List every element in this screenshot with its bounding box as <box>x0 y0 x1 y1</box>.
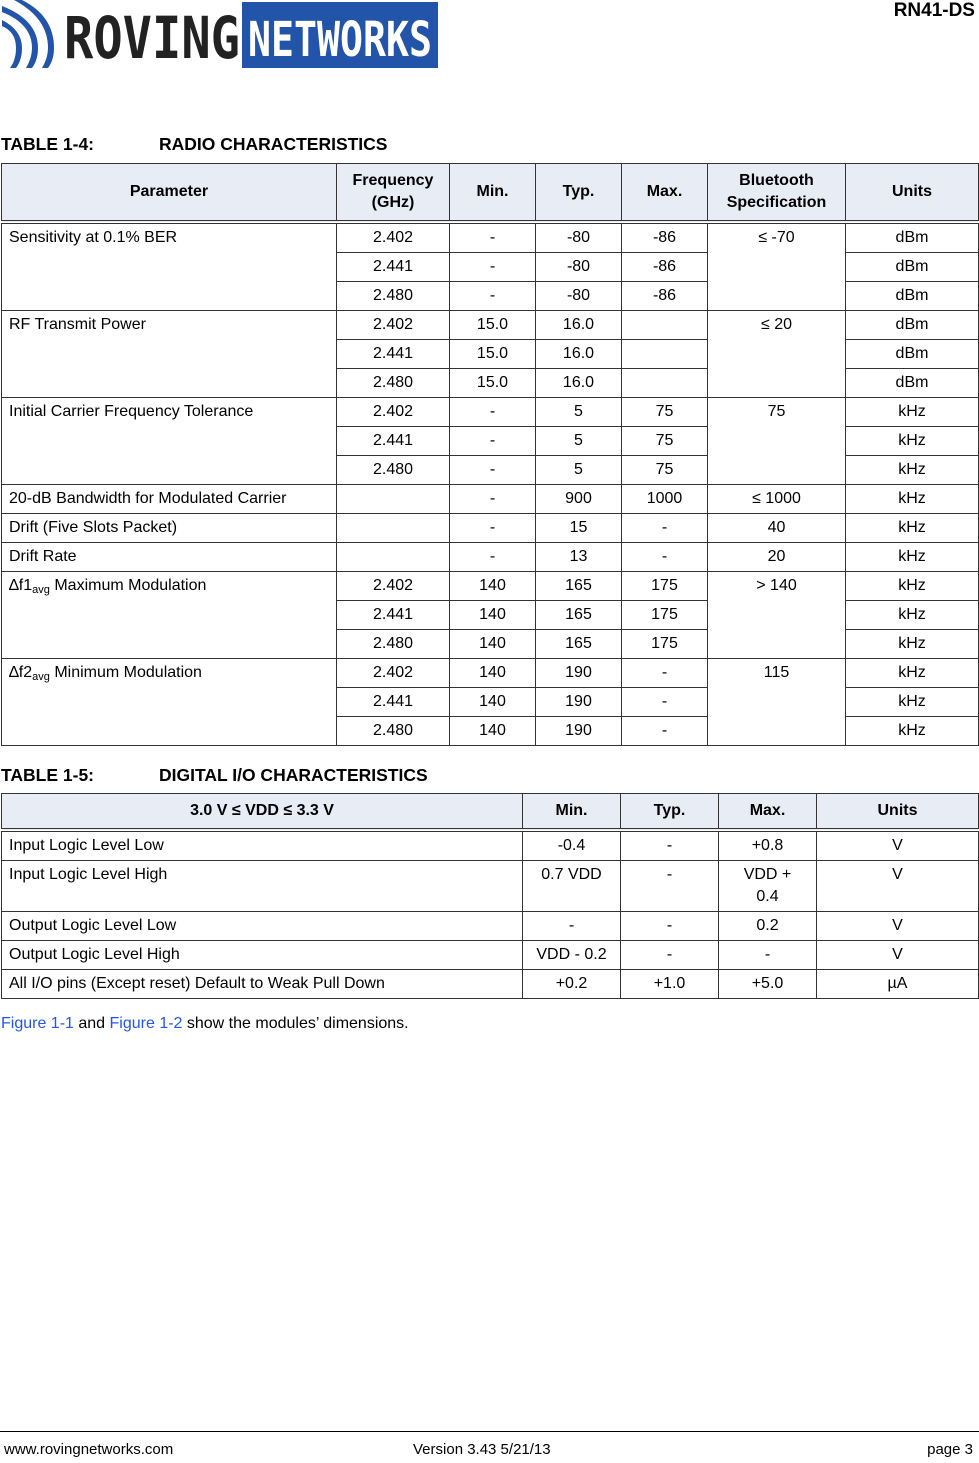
table-row <box>2 513 979 542</box>
units-cell: kHz <box>846 571 979 600</box>
typ-cell: -80 <box>536 222 622 253</box>
max-cell: -86 <box>622 252 708 281</box>
parameter-cell <box>2 658 337 745</box>
parameter-cell: Drift (Five Slots Packet) <box>2 513 337 542</box>
units-cell: dBm <box>846 310 979 339</box>
frequency-cell: 2.402 <box>337 397 450 426</box>
units-cell: kHz <box>846 687 979 716</box>
footer-page-number: page 3 <box>927 1441 973 1458</box>
frequency-cell <box>337 542 450 571</box>
table-row <box>2 571 979 600</box>
bluetooth-spec-cell: ≤ -70 <box>708 222 846 311</box>
parameter-cell: Sensitivity at 0.1% BER <box>2 222 337 311</box>
typ-cell: -80 <box>536 252 622 281</box>
min-cell: +0.2 <box>523 969 621 998</box>
max-cell: 75 <box>622 455 708 484</box>
table-1-5-caption <box>1 765 428 786</box>
frequency-cell: 2.402 <box>337 658 450 687</box>
table-row <box>2 911 979 940</box>
bluetooth-spec-cell: 75 <box>708 397 846 484</box>
max-cell: 175 <box>622 571 708 600</box>
parameter-cell: Output Logic Level High <box>2 940 523 969</box>
units-cell: dBm <box>846 339 979 368</box>
min-cell: 140 <box>450 716 536 745</box>
min-cell: - <box>523 911 621 940</box>
min-cell: VDD - 0.2 <box>523 940 621 969</box>
header-max: Max. <box>622 164 708 222</box>
table-row <box>2 969 979 998</box>
parameter-cell: Output Logic Level Low <box>2 911 523 940</box>
parameter-cell: Input Logic Level High <box>2 860 523 911</box>
table-row <box>2 484 979 513</box>
min-cell: 15.0 <box>450 339 536 368</box>
bluetooth-spec-cell: ≤ 20 <box>708 310 846 397</box>
parameter-cell <box>2 571 337 658</box>
min-cell: - <box>450 252 536 281</box>
typ-cell: - <box>621 940 719 969</box>
units-cell: V <box>817 860 979 911</box>
brand-roving: ROVING <box>64 4 240 72</box>
table-header-row <box>2 794 979 830</box>
typ-cell: 5 <box>536 455 622 484</box>
min-cell: 15.0 <box>450 368 536 397</box>
table-1-5-number: TABLE 1-5: <box>1 765 95 785</box>
typ-cell: 5 <box>536 397 622 426</box>
frequency-cell: 2.480 <box>337 629 450 658</box>
parameter-cell: 20-dB Bandwidth for Modulated Carrier <box>2 484 337 513</box>
typ-cell: 900 <box>536 484 622 513</box>
table-header-row <box>2 164 979 222</box>
footer-divider <box>0 1431 979 1432</box>
header-typ: Typ. <box>621 794 719 830</box>
header-units: Units <box>846 164 979 222</box>
min-cell: 140 <box>450 571 536 600</box>
min-cell: - <box>450 513 536 542</box>
units-cell: kHz <box>846 600 979 629</box>
header-vdd-condition: 3.0 V ≤ VDD ≤ 3.3 V <box>2 794 523 830</box>
min-cell: 140 <box>450 687 536 716</box>
frequency-cell: 2.480 <box>337 455 450 484</box>
figure-1-1-link[interactable]: Figure 1-1 <box>1 1015 74 1032</box>
min-cell: 140 <box>450 629 536 658</box>
parameter-cell: All I/O pins (Except reset) Default to Weak Pull Down <box>2 969 523 998</box>
units-cell: kHz <box>846 629 979 658</box>
units-cell: kHz <box>846 716 979 745</box>
units-cell: kHz <box>846 542 979 571</box>
frequency-cell: 2.441 <box>337 252 450 281</box>
typ-cell: 16.0 <box>536 339 622 368</box>
header-parameter: Parameter <box>2 164 337 222</box>
units-cell: V <box>817 911 979 940</box>
table-row <box>2 310 979 339</box>
typ-cell: 5 <box>536 426 622 455</box>
body-text-rest: show the modules’ dimensions. <box>182 1015 409 1032</box>
table-1-4-number: TABLE 1-4: <box>1 134 95 154</box>
typ-cell: 190 <box>536 716 622 745</box>
radio-characteristics-table <box>1 163 979 746</box>
max-cell: +0.8 <box>719 830 817 861</box>
table-body <box>2 830 979 999</box>
param-subscript: avg <box>32 670 50 683</box>
table-row <box>2 542 979 571</box>
units-cell: µA <box>817 969 979 998</box>
frequency-cell: 2.402 <box>337 310 450 339</box>
max-cell: - <box>622 513 708 542</box>
bluetooth-spec-cell: > 140 <box>708 571 846 658</box>
frequency-cell <box>337 513 450 542</box>
typ-cell: 16.0 <box>536 310 622 339</box>
typ-cell: 13 <box>536 542 622 571</box>
table-1-5-title: DIGITAL I/O CHARACTERISTICS <box>159 765 428 785</box>
table-row <box>2 830 979 861</box>
max-cell: - <box>622 542 708 571</box>
typ-cell: 190 <box>536 658 622 687</box>
typ-cell: 165 <box>536 571 622 600</box>
units-cell: dBm <box>846 252 979 281</box>
units-cell: kHz <box>846 426 979 455</box>
digital-io-characteristics-table <box>1 793 979 999</box>
max-cell: 0.2 <box>719 911 817 940</box>
max-cell: -86 <box>622 222 708 253</box>
typ-cell: 16.0 <box>536 368 622 397</box>
max-cell <box>622 339 708 368</box>
typ-cell: 15 <box>536 513 622 542</box>
frequency-cell: 2.402 <box>337 222 450 253</box>
max-cell: 1000 <box>622 484 708 513</box>
typ-cell: - <box>621 860 719 911</box>
param-suffix: Minimum Modulation <box>49 663 202 681</box>
table-1-4-caption <box>1 134 387 155</box>
min-cell: -0.4 <box>523 830 621 861</box>
frequency-cell: 2.480 <box>337 716 450 745</box>
max-cell: - <box>622 687 708 716</box>
bluetooth-spec-cell: ≤ 1000 <box>708 484 846 513</box>
typ-cell: 165 <box>536 600 622 629</box>
typ-cell: -80 <box>536 281 622 310</box>
frequency-cell: 2.402 <box>337 571 450 600</box>
min-cell: - <box>450 455 536 484</box>
typ-cell: - <box>621 911 719 940</box>
param-prefix: ∆f1 <box>9 576 33 594</box>
roving-networks-logo <box>0 0 440 72</box>
brand-networks: NETWORKS <box>248 12 432 68</box>
min-cell: - <box>450 222 536 253</box>
min-cell: - <box>450 484 536 513</box>
header-units: Units <box>817 794 979 830</box>
max-cell: +5.0 <box>719 969 817 998</box>
min-cell: 140 <box>450 658 536 687</box>
frequency-cell: 2.441 <box>337 600 450 629</box>
max-cell: - <box>719 940 817 969</box>
frequency-cell <box>337 484 450 513</box>
max-cell: 75 <box>622 426 708 455</box>
units-cell: kHz <box>846 484 979 513</box>
typ-cell: 165 <box>536 629 622 658</box>
frequency-cell: 2.480 <box>337 368 450 397</box>
figure-1-2-link[interactable]: Figure 1-2 <box>109 1015 183 1032</box>
frequency-cell: 2.441 <box>337 426 450 455</box>
min-cell: - <box>450 281 536 310</box>
max-cell: 75 <box>622 397 708 426</box>
footer-version: Version 3.43 5/21/13 <box>413 1441 551 1458</box>
units-cell: dBm <box>846 368 979 397</box>
table-1-4-title: RADIO CHARACTERISTICS <box>159 134 388 154</box>
min-cell: 0.7 VDD <box>523 860 621 911</box>
frequency-cell: 2.441 <box>337 687 450 716</box>
table-body <box>2 222 979 746</box>
parameter-cell: Input Logic Level Low <box>2 830 523 861</box>
body-paragraph <box>1 1012 449 1036</box>
parameter-cell: Drift Rate <box>2 542 337 571</box>
min-cell: - <box>450 426 536 455</box>
header-min: Min. <box>523 794 621 830</box>
header-bluetooth-spec: Bluetooth Specification <box>708 164 846 222</box>
units-cell: dBm <box>846 281 979 310</box>
max-cell <box>622 368 708 397</box>
table-row <box>2 860 979 911</box>
typ-cell: - <box>621 830 719 861</box>
parameter-cell: RF Transmit Power <box>2 310 337 397</box>
units-cell: V <box>817 940 979 969</box>
table-row <box>2 222 979 253</box>
max-cell: 175 <box>622 629 708 658</box>
header-max: Max. <box>719 794 817 830</box>
bluetooth-spec-cell: 115 <box>708 658 846 745</box>
document-id: RN41-DS <box>893 0 975 21</box>
frequency-cell: 2.441 <box>337 339 450 368</box>
parameter-cell: Initial Carrier Frequency Tolerance <box>2 397 337 484</box>
min-cell: - <box>450 397 536 426</box>
table-row <box>2 397 979 426</box>
units-cell: kHz <box>846 397 979 426</box>
table-row <box>2 940 979 969</box>
header-typ: Typ. <box>536 164 622 222</box>
typ-cell: 190 <box>536 687 622 716</box>
max-cell <box>622 310 708 339</box>
min-cell: 140 <box>450 600 536 629</box>
units-cell: dBm <box>846 222 979 253</box>
max-cell: - <box>622 716 708 745</box>
table-row <box>2 658 979 687</box>
max-cell: - <box>622 658 708 687</box>
max-cell: -86 <box>622 281 708 310</box>
header-min: Min. <box>450 164 536 222</box>
header-frequency: Frequency (GHz) <box>337 164 450 222</box>
frequency-cell: 2.480 <box>337 281 450 310</box>
max-cell: 175 <box>622 600 708 629</box>
param-prefix: ∆f2 <box>9 663 33 681</box>
param-suffix: Maximum Modulation <box>49 576 207 594</box>
units-cell: kHz <box>846 513 979 542</box>
param-subscript: avg <box>32 583 50 596</box>
signal-waves-icon <box>2 0 54 68</box>
min-cell: - <box>450 542 536 571</box>
units-cell: kHz <box>846 658 979 687</box>
bluetooth-spec-cell: 40 <box>708 513 846 542</box>
min-cell: 15.0 <box>450 310 536 339</box>
typ-cell: +1.0 <box>621 969 719 998</box>
body-text-and: and <box>73 1015 110 1032</box>
units-cell: V <box>817 830 979 861</box>
units-cell: kHz <box>846 455 979 484</box>
max-cell: VDD + 0.4 <box>719 860 817 911</box>
bluetooth-spec-cell: 20 <box>708 542 846 571</box>
footer-website[interactable]: www.rovingnetworks.com <box>4 1441 174 1458</box>
